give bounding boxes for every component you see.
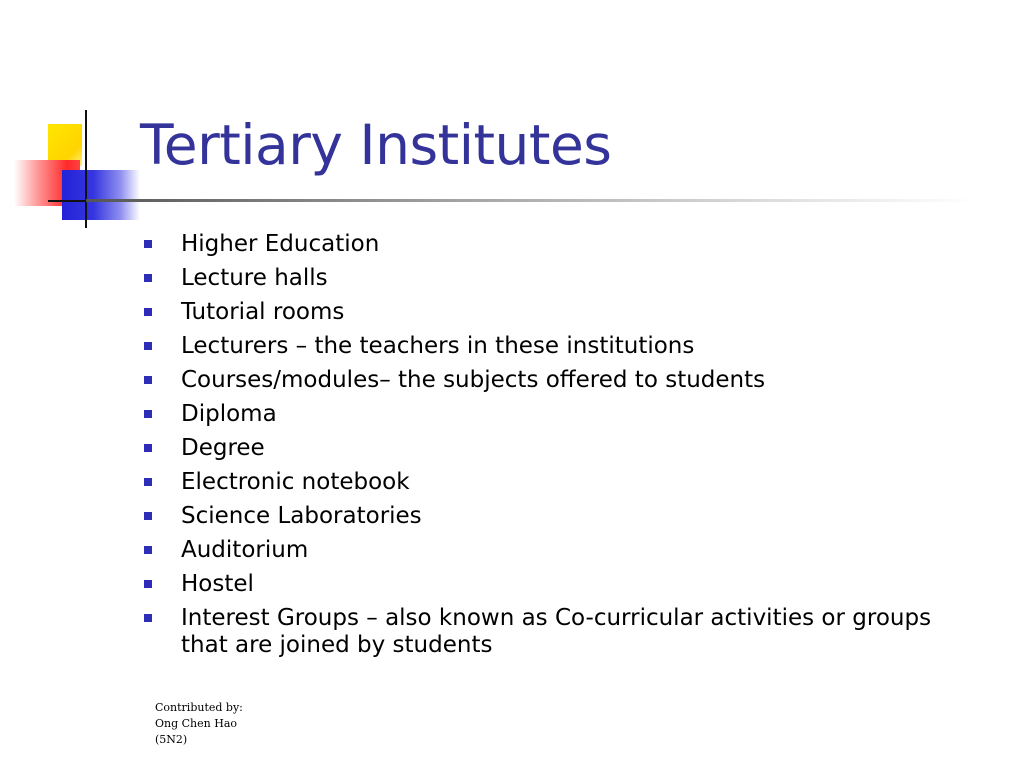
bullet-square-icon: [144, 308, 152, 316]
bullet-square-icon: [144, 512, 152, 520]
bullet-item: [144, 567, 1004, 601]
bullet-item: [144, 533, 1004, 567]
bullet-square-icon: [144, 478, 152, 486]
bullet-text: Hostel: [181, 571, 254, 597]
bullet-item: [144, 227, 1004, 261]
footer-line-contributed: Contributed by:: [155, 701, 243, 714]
bullet-text: Degree: [181, 435, 265, 461]
bullet-text: Courses/modules– the subjects offered to students: [181, 367, 766, 393]
bullet-text: Higher Education: [181, 231, 380, 257]
logo-blue-square: [62, 170, 140, 220]
bullet-item: [144, 261, 1004, 295]
bullet-square-icon: [144, 240, 152, 248]
slide-logo-decoration: [0, 0, 160, 240]
bullet-square-icon: [144, 410, 152, 418]
bullet-list: [144, 227, 1004, 659]
bullet-text: Science Laboratories: [181, 503, 422, 529]
footer-line-class: (5N2): [155, 733, 188, 746]
logo-vertical-line: [85, 110, 87, 228]
bullet-item: [144, 499, 1004, 533]
bullet-square-icon: [144, 614, 152, 622]
bullet-text: Lecture halls: [181, 265, 328, 291]
bullet-text: Tutorial rooms: [181, 299, 345, 325]
bullet-item: [144, 363, 1004, 397]
bullet-square-icon: [144, 444, 152, 452]
bullet-square-icon: [144, 580, 152, 588]
bullet-square-icon: [144, 376, 152, 384]
bullet-text: Auditorium: [181, 537, 309, 563]
bullet-item: [144, 295, 1004, 329]
bullet-item: [144, 465, 1004, 499]
bullet-item: [144, 397, 1004, 431]
footer-line-name: Ong Chen Hao: [155, 717, 238, 730]
bullet-text: Lecturers – the teachers in these institutions: [181, 333, 695, 359]
bullet-square-icon: [144, 546, 152, 554]
slide-title: Tertiary Institutes: [140, 113, 612, 177]
bullet-text: Interest Groups – also known as Co-curricular activities or groups that are joined by students: [181, 605, 932, 658]
bullet-item: [144, 601, 941, 659]
bullet-square-icon: [144, 342, 152, 350]
bullet-text: Diploma: [181, 401, 277, 427]
bullet-text: Electronic notebook: [181, 469, 410, 495]
contributor-footer: [155, 700, 243, 748]
bullet-square-icon: [144, 274, 152, 282]
bullet-item: [144, 431, 1004, 465]
title-underline: [86, 199, 976, 202]
bullet-item: [144, 329, 1004, 363]
